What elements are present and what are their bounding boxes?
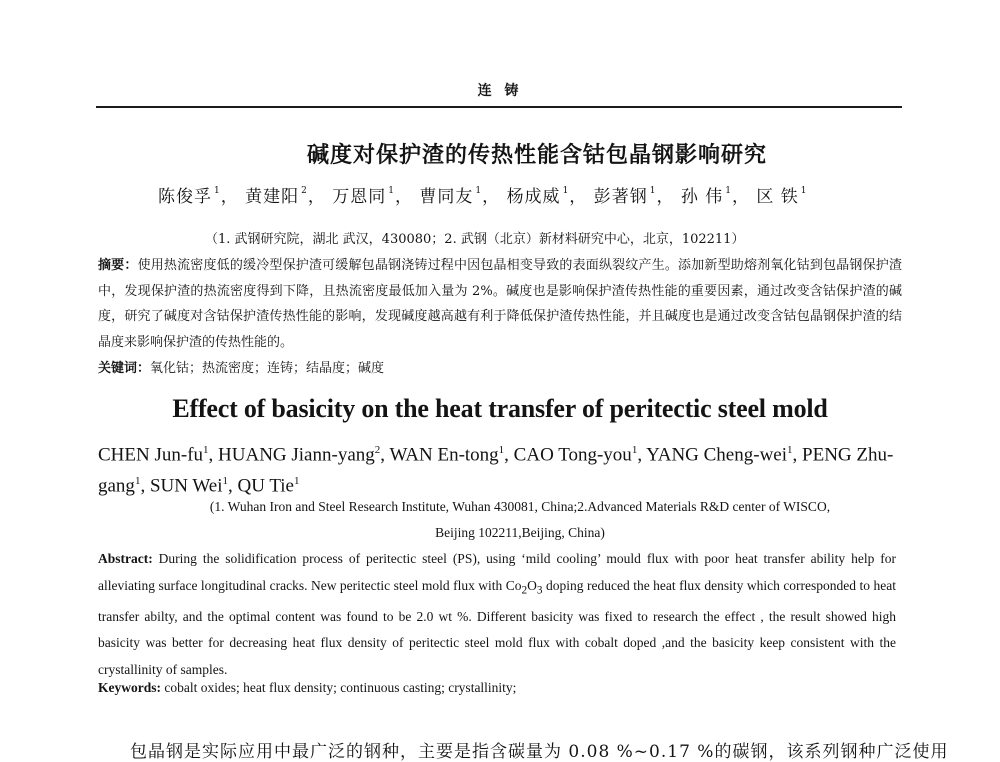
author-name: SUN Wei [149,475,223,497]
chinese-keywords [98,357,902,376]
abstract-text: doping reduced the heat flux density which corresponded to heat transfer abilty, and the optimal content was found to be 2.0 wt %. Different basicity was fixed to research the effect , the result showed high basicity was better for decreasing heat flux density of peritectic steel mold flux with cobalt doped ,and the basicity keep consistent with the crystallinity of samples. [98,577,896,677]
chinese-authors: 陈俊孚 $^1$， 黄建阳 $^2$， 万恩同 $^1$， 曹同友 $^1$， 杨成威 $^1$， 彭著钢 $^1$， 孙 伟 $^1$， 区 铁 $^1$ [158,186,808,207]
chinese-title: 碱度对保护渣的传热性能含钴包晶钢影响研究 [306,142,767,168]
author-affil-mark: 1 [222,475,228,488]
subscript: 2 [521,584,528,597]
author-name: 区 铁 [756,187,799,207]
header-rule [96,106,902,108]
author-name: 万恩同 [332,187,387,207]
english-affiliation [150,494,890,546]
abstract-label: Abstract: [98,551,153,566]
author-name: HUANG Jiann-yang [218,444,375,466]
keywords-label: Keywords: [98,680,161,695]
affiliation-line: Beijing 102211,Beijing, China) [435,525,605,540]
author-affil-mark: 1 [293,475,300,488]
chinese-abstract [98,253,902,355]
author-name: CHEN Jun-fu [98,444,204,466]
english-title: Effect of basicity on the heat transfer of peritectic steel mold [172,394,828,423]
author-name: 杨成威 [506,187,561,207]
author-affil-mark: 1 [498,444,505,456]
author-affil-mark: 1 [388,186,396,197]
running-header: 连 铸 [477,83,523,99]
keywords-label: 关键词： [98,361,151,376]
keywords-text: cobalt oxides; heat flux density; continuous casting; crystallinity; [161,680,517,695]
author-affil-mark: 1 [725,186,732,197]
author-name: 陈俊孚 [158,187,212,207]
affiliation-line: (1. Wuhan Iron and Steel Research Institute, Wuhan 430081, China;2.Advanced Materials R&D center of WISCO, [209,499,831,514]
english-abstract [98,546,896,683]
author-affil-mark: 1 [562,186,570,197]
author-affil-mark: 1 [214,186,221,197]
english-authors: CHEN Jun-$fu^1$, HUANG Jiann-yang$^2$, WAN En-tong$^1$, CAO Tong-you$^1$, YANG Cheng-wei$^1$, PENG Zhu-gang$^1$, SUN Wei$^1$, QU Tie$^1$ [98,444,894,497]
abstract-text: During the solidification process of peritectic steel (PS), using ‘mild cooling’ mould flux with poor heat transfer ability help for alleviating surface longitudinal cracks. New peritectic steel mold flux with Co [98,551,896,593]
author-affil-mark: 1 [631,444,638,456]
author-affil-mark: 1 [203,444,209,456]
keywords-text: 氧化钴；热流密度；连铸；结晶度；碱度 [150,361,385,376]
author-affil-mark: 1 [649,186,657,197]
abstract-label: 摘要： [98,258,138,273]
author-name: 黄建阳 [245,187,300,207]
author-affil-mark: 1 [475,186,483,197]
body-text-first-line: 包晶钢是实际应用中最广泛的钢种，主要是指含碳量为 0.08 %~0.17 %的碳钢，该系列钢种广泛使用 [130,742,949,762]
author-affil-mark: 2 [374,444,381,456]
author-name: YANG Cheng-wei [646,444,788,466]
author-affil-mark: 1 [787,444,793,456]
author-name: 彭著钢 [593,187,648,207]
author-name: QU Tie [237,475,294,497]
author-affil-mark: 1 [134,475,141,488]
abstract-text: 使用热流密度低的缓冷型保护渣可缓解包晶钢浇铸过程中因包晶相变导致的表面纵裂纹产生。添加新型助熔剂氧化钴到包晶钢保护渣中，发现保护渣的热流密度得到下降，且热流密度最低加入量为 2%。碱度也是影响保护渣传热性能的重要因素，通过改变含钴保护渣的碱度，研究了碱度对含钴保护渣传热性能的影响，发现碱度越高越有利于降低保护渣传热性能，并且碱度也是通过改变含钴包晶钢保护渣的结晶度来影响保护渣的传热性能的。 [98,258,902,350]
formula-part: O [527,577,537,593]
author-name: CAO Tong-you [513,444,632,466]
chinese-affiliation: （1. 武钢研究院，湖北 武汉，430080；2. 武钢（北京）新材料研究中心，北京，102211） [205,232,745,247]
english-keywords [98,680,898,696]
author-name: 孙 伟 [680,187,724,207]
author-affil-mark: 1 [800,186,808,197]
author-name: PENG Zhu-gang [98,444,894,497]
subscript: 3 [536,584,543,597]
author-name: 曹同友 [419,187,474,207]
author-affil-mark: 2 [301,186,308,197]
author-name: WAN En-tong [389,444,499,466]
